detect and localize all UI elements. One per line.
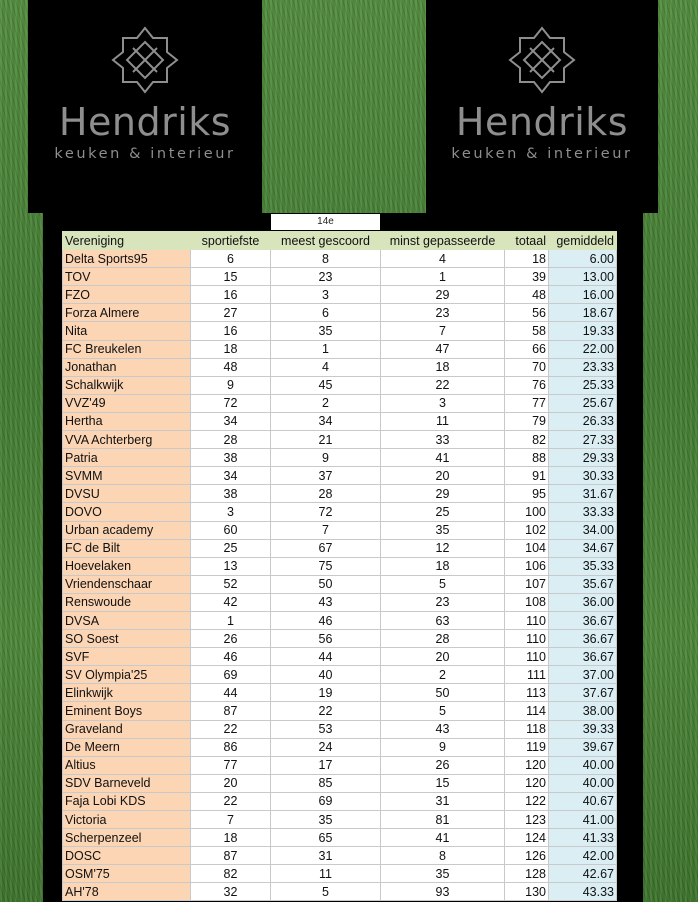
cell-vereniging: DOSC <box>63 847 191 865</box>
cell-meest-gescoord: 46 <box>271 611 381 629</box>
cell-minst-gepasseerde: 2 <box>381 666 505 684</box>
cell-totaal: 110 <box>505 648 549 666</box>
standings-table <box>62 231 617 901</box>
cell-sportiefste: 32 <box>191 883 271 901</box>
cell-sportiefste: 26 <box>191 630 271 648</box>
cell-sportiefste: 82 <box>191 865 271 883</box>
header-meest-gescoord: meest gescoord <box>271 232 381 250</box>
cell-minst-gepasseerde: 12 <box>381 539 505 557</box>
cell-gemiddeld: 39.33 <box>549 720 617 738</box>
cell-sportiefste: 22 <box>191 792 271 810</box>
cell-meest-gescoord: 37 <box>271 467 381 485</box>
cell-totaal: 123 <box>505 811 549 829</box>
cell-vereniging: SO Soest <box>63 630 191 648</box>
table-row <box>63 539 617 557</box>
cell-meest-gescoord: 56 <box>271 630 381 648</box>
cell-minst-gepasseerde: 9 <box>381 738 505 756</box>
cell-meest-gescoord: 35 <box>271 811 381 829</box>
table-row <box>63 304 617 322</box>
cell-gemiddeld: 35.33 <box>549 557 617 575</box>
cell-minst-gepasseerde: 29 <box>381 485 505 503</box>
cell-meest-gescoord: 50 <box>271 575 381 593</box>
header-totaal: totaal <box>505 232 549 250</box>
cell-vereniging: FZO <box>63 286 191 304</box>
cell-gemiddeld: 39.67 <box>549 738 617 756</box>
cell-vereniging: OSM'75 <box>63 865 191 883</box>
cell-totaal: 95 <box>505 485 549 503</box>
cell-totaal: 39 <box>505 268 549 286</box>
table-row <box>63 720 617 738</box>
cell-vereniging: VVA Achterberg <box>63 431 191 449</box>
cell-meest-gescoord: 6 <box>271 304 381 322</box>
cell-minst-gepasseerde: 81 <box>381 811 505 829</box>
cell-minst-gepasseerde: 5 <box>381 575 505 593</box>
cell-vereniging: FC de Bilt <box>63 539 191 557</box>
cell-sportiefste: 3 <box>191 503 271 521</box>
cell-meest-gescoord: 7 <box>271 521 381 539</box>
table-row <box>63 557 617 575</box>
cell-sportiefste: 7 <box>191 811 271 829</box>
cell-gemiddeld: 26.33 <box>549 412 617 430</box>
cell-vereniging: DVSU <box>63 485 191 503</box>
cell-gemiddeld: 25.67 <box>549 394 617 412</box>
cell-totaal: 107 <box>505 575 549 593</box>
cell-totaal: 77 <box>505 394 549 412</box>
cell-vereniging: Forza Almere <box>63 304 191 322</box>
cell-totaal: 91 <box>505 467 549 485</box>
cell-gemiddeld: 19.33 <box>549 322 617 340</box>
cell-vereniging: Hertha <box>63 412 191 430</box>
cell-gemiddeld: 37.00 <box>549 666 617 684</box>
cell-totaal: 120 <box>505 774 549 792</box>
cell-meest-gescoord: 35 <box>271 322 381 340</box>
table-row <box>63 611 617 629</box>
header-vereniging: Vereniging <box>63 232 191 250</box>
cell-meest-gescoord: 44 <box>271 648 381 666</box>
cell-totaal: 106 <box>505 557 549 575</box>
cell-meest-gescoord: 21 <box>271 431 381 449</box>
cell-meest-gescoord: 17 <box>271 756 381 774</box>
cell-meest-gescoord: 31 <box>271 847 381 865</box>
cell-gemiddeld: 36.00 <box>549 593 617 611</box>
table-row <box>63 684 617 702</box>
cell-minst-gepasseerde: 7 <box>381 322 505 340</box>
header-minst-gepasseerde: minst gepasseerde <box>381 232 505 250</box>
cell-totaal: 82 <box>505 431 549 449</box>
table-row <box>63 394 617 412</box>
cell-sportiefste: 22 <box>191 720 271 738</box>
cell-sportiefste: 16 <box>191 286 271 304</box>
cell-totaal: 79 <box>505 412 549 430</box>
cell-sportiefste: 34 <box>191 412 271 430</box>
hendriks-logo-icon <box>506 24 578 96</box>
cell-sportiefste: 16 <box>191 322 271 340</box>
table-row <box>63 865 617 883</box>
cell-gemiddeld: 36.67 <box>549 630 617 648</box>
cell-gemiddeld: 31.67 <box>549 485 617 503</box>
cell-vereniging: Renswoude <box>63 593 191 611</box>
cell-gemiddeld: 6.00 <box>549 250 617 268</box>
cell-totaal: 113 <box>505 684 549 702</box>
header-gemiddeld: gemiddeld <box>549 232 617 250</box>
cell-totaal: 76 <box>505 376 549 394</box>
cell-vereniging: Nita <box>63 322 191 340</box>
cell-sportiefste: 52 <box>191 575 271 593</box>
table-row <box>63 630 617 648</box>
table-row <box>63 412 617 430</box>
cell-sportiefste: 34 <box>191 467 271 485</box>
cell-minst-gepasseerde: 63 <box>381 611 505 629</box>
cell-minst-gepasseerde: 47 <box>381 340 505 358</box>
cell-sportiefste: 42 <box>191 593 271 611</box>
cell-vereniging: DOVO <box>63 503 191 521</box>
cell-minst-gepasseerde: 20 <box>381 648 505 666</box>
cell-meest-gescoord: 3 <box>271 286 381 304</box>
table-row <box>63 485 617 503</box>
table-row <box>63 467 617 485</box>
cell-vereniging: SVF <box>63 648 191 666</box>
cell-totaal: 122 <box>505 792 549 810</box>
cell-meest-gescoord: 5 <box>271 883 381 901</box>
brand-tagline: keuken & interieur <box>451 146 633 162</box>
cell-meest-gescoord: 4 <box>271 358 381 376</box>
cell-minst-gepasseerde: 11 <box>381 412 505 430</box>
cell-minst-gepasseerde: 1 <box>381 268 505 286</box>
cell-vereniging: Eminent Boys <box>63 702 191 720</box>
cell-minst-gepasseerde: 18 <box>381 557 505 575</box>
cell-minst-gepasseerde: 23 <box>381 593 505 611</box>
cell-sportiefste: 28 <box>191 431 271 449</box>
brand-name: Hendriks <box>455 100 629 144</box>
cell-sportiefste: 27 <box>191 304 271 322</box>
table-row <box>63 376 617 394</box>
cell-sportiefste: 69 <box>191 666 271 684</box>
cell-vereniging: Victoria <box>63 811 191 829</box>
cell-vereniging: Vriendenschaar <box>63 575 191 593</box>
cell-gemiddeld: 22.00 <box>549 340 617 358</box>
cell-vereniging: Graveland <box>63 720 191 738</box>
cell-vereniging: Elinkwijk <box>63 684 191 702</box>
cell-minst-gepasseerde: 22 <box>381 376 505 394</box>
cell-gemiddeld: 34.00 <box>549 521 617 539</box>
cell-sportiefste: 20 <box>191 774 271 792</box>
cell-meest-gescoord: 67 <box>271 539 381 557</box>
brand-name: Hendriks <box>58 100 232 144</box>
table-row <box>63 774 617 792</box>
cell-vereniging: AH'78 <box>63 883 191 901</box>
cell-totaal: 102 <box>505 521 549 539</box>
cell-totaal: 126 <box>505 847 549 865</box>
cell-minst-gepasseerde: 50 <box>381 684 505 702</box>
sponsor-logo-right <box>426 0 658 213</box>
cell-sportiefste: 38 <box>191 449 271 467</box>
cell-meest-gescoord: 19 <box>271 684 381 702</box>
cell-sportiefste: 72 <box>191 394 271 412</box>
cell-sportiefste: 38 <box>191 485 271 503</box>
cell-meest-gescoord: 24 <box>271 738 381 756</box>
table-row <box>63 702 617 720</box>
cell-sportiefste: 44 <box>191 684 271 702</box>
cell-totaal: 114 <box>505 702 549 720</box>
cell-gemiddeld: 41.00 <box>549 811 617 829</box>
cell-gemiddeld: 23.33 <box>549 358 617 376</box>
cell-gemiddeld: 18.67 <box>549 304 617 322</box>
cell-meest-gescoord: 23 <box>271 268 381 286</box>
cell-sportiefste: 86 <box>191 738 271 756</box>
cell-totaal: 110 <box>505 611 549 629</box>
table-header-row <box>63 232 617 250</box>
cell-meest-gescoord: 72 <box>271 503 381 521</box>
cell-sportiefste: 77 <box>191 756 271 774</box>
cell-gemiddeld: 38.00 <box>549 702 617 720</box>
cell-meest-gescoord: 1 <box>271 340 381 358</box>
cell-minst-gepasseerde: 8 <box>381 847 505 865</box>
cell-vereniging: Scherpenzeel <box>63 829 191 847</box>
cell-vereniging: Jonathan <box>63 358 191 376</box>
cell-vereniging: Altius <box>63 756 191 774</box>
cell-gemiddeld: 16.00 <box>549 286 617 304</box>
cell-minst-gepasseerde: 31 <box>381 792 505 810</box>
header-sportiefste: sportiefste <box>191 232 271 250</box>
cell-totaal: 110 <box>505 630 549 648</box>
cell-meest-gescoord: 40 <box>271 666 381 684</box>
round-label: 14e <box>271 214 380 230</box>
cell-vereniging: Delta Sports95 <box>63 250 191 268</box>
cell-totaal: 70 <box>505 358 549 376</box>
cell-vereniging: SDV Barneveld <box>63 774 191 792</box>
cell-meest-gescoord: 65 <box>271 829 381 847</box>
cell-gemiddeld: 42.00 <box>549 847 617 865</box>
cell-sportiefste: 1 <box>191 611 271 629</box>
cell-sportiefste: 87 <box>191 702 271 720</box>
cell-minst-gepasseerde: 41 <box>381 449 505 467</box>
table-row <box>63 340 617 358</box>
table-row <box>63 829 617 847</box>
cell-gemiddeld: 36.67 <box>549 648 617 666</box>
cell-gemiddeld: 40.00 <box>549 774 617 792</box>
table-row <box>63 431 617 449</box>
cell-minst-gepasseerde: 15 <box>381 774 505 792</box>
table-row <box>63 358 617 376</box>
cell-gemiddeld: 29.33 <box>549 449 617 467</box>
cell-totaal: 108 <box>505 593 549 611</box>
cell-meest-gescoord: 69 <box>271 792 381 810</box>
cell-minst-gepasseerde: 28 <box>381 630 505 648</box>
cell-totaal: 111 <box>505 666 549 684</box>
cell-totaal: 66 <box>505 340 549 358</box>
cell-vereniging: Patria <box>63 449 191 467</box>
table-row <box>63 250 617 268</box>
table-row <box>63 322 617 340</box>
table-row <box>63 648 617 666</box>
cell-meest-gescoord: 45 <box>271 376 381 394</box>
cell-vereniging: Hoevelaken <box>63 557 191 575</box>
table-body <box>63 250 617 901</box>
cell-sportiefste: 25 <box>191 539 271 557</box>
cell-gemiddeld: 40.67 <box>549 792 617 810</box>
cell-meest-gescoord: 2 <box>271 394 381 412</box>
cell-totaal: 18 <box>505 250 549 268</box>
cell-vereniging: SVMM <box>63 467 191 485</box>
cell-sportiefste: 48 <box>191 358 271 376</box>
cell-totaal: 124 <box>505 829 549 847</box>
cell-sportiefste: 6 <box>191 250 271 268</box>
cell-meest-gescoord: 85 <box>271 774 381 792</box>
cell-totaal: 130 <box>505 883 549 901</box>
cell-meest-gescoord: 11 <box>271 865 381 883</box>
cell-meest-gescoord: 9 <box>271 449 381 467</box>
cell-totaal: 118 <box>505 720 549 738</box>
cell-minst-gepasseerde: 29 <box>381 286 505 304</box>
cell-gemiddeld: 25.33 <box>549 376 617 394</box>
hendriks-logo-icon <box>109 24 181 96</box>
cell-totaal: 58 <box>505 322 549 340</box>
table-row <box>63 575 617 593</box>
cell-meest-gescoord: 34 <box>271 412 381 430</box>
cell-minst-gepasseerde: 23 <box>381 304 505 322</box>
table-row <box>63 268 617 286</box>
cell-gemiddeld: 33.33 <box>549 503 617 521</box>
cell-minst-gepasseerde: 5 <box>381 702 505 720</box>
cell-totaal: 119 <box>505 738 549 756</box>
cell-meest-gescoord: 28 <box>271 485 381 503</box>
cell-meest-gescoord: 22 <box>271 702 381 720</box>
cell-gemiddeld: 34.67 <box>549 539 617 557</box>
cell-meest-gescoord: 53 <box>271 720 381 738</box>
cell-gemiddeld: 13.00 <box>549 268 617 286</box>
cell-minst-gepasseerde: 26 <box>381 756 505 774</box>
cell-vereniging: DVSA <box>63 611 191 629</box>
cell-minst-gepasseerde: 4 <box>381 250 505 268</box>
cell-vereniging: De Meern <box>63 738 191 756</box>
cell-minst-gepasseerde: 3 <box>381 394 505 412</box>
cell-sportiefste: 60 <box>191 521 271 539</box>
cell-totaal: 56 <box>505 304 549 322</box>
cell-sportiefste: 18 <box>191 340 271 358</box>
cell-minst-gepasseerde: 25 <box>381 503 505 521</box>
cell-gemiddeld: 35.67 <box>549 575 617 593</box>
cell-sportiefste: 13 <box>191 557 271 575</box>
table-row <box>63 449 617 467</box>
cell-gemiddeld: 42.67 <box>549 865 617 883</box>
table-row <box>63 521 617 539</box>
sponsor-logo-left <box>28 0 262 213</box>
cell-minst-gepasseerde: 33 <box>381 431 505 449</box>
cell-minst-gepasseerde: 43 <box>381 720 505 738</box>
cell-minst-gepasseerde: 41 <box>381 829 505 847</box>
cell-meest-gescoord: 8 <box>271 250 381 268</box>
cell-gemiddeld: 30.33 <box>549 467 617 485</box>
table-row <box>63 756 617 774</box>
table-row <box>63 811 617 829</box>
table-row <box>63 738 617 756</box>
cell-totaal: 100 <box>505 503 549 521</box>
cell-minst-gepasseerde: 93 <box>381 883 505 901</box>
cell-meest-gescoord: 75 <box>271 557 381 575</box>
cell-gemiddeld: 37.67 <box>549 684 617 702</box>
cell-vereniging: SV Olympia'25 <box>63 666 191 684</box>
cell-minst-gepasseerde: 20 <box>381 467 505 485</box>
cell-gemiddeld: 27.33 <box>549 431 617 449</box>
cell-totaal: 128 <box>505 865 549 883</box>
brand-tagline: keuken & interieur <box>54 146 236 162</box>
cell-gemiddeld: 41.33 <box>549 829 617 847</box>
cell-sportiefste: 18 <box>191 829 271 847</box>
cell-gemiddeld: 40.00 <box>549 756 617 774</box>
cell-sportiefste: 46 <box>191 648 271 666</box>
cell-sportiefste: 87 <box>191 847 271 865</box>
cell-vereniging: Urban academy <box>63 521 191 539</box>
cell-sportiefste: 9 <box>191 376 271 394</box>
cell-vereniging: TOV <box>63 268 191 286</box>
cell-totaal: 120 <box>505 756 549 774</box>
cell-meest-gescoord: 43 <box>271 593 381 611</box>
table-row <box>63 593 617 611</box>
cell-sportiefste: 15 <box>191 268 271 286</box>
cell-totaal: 88 <box>505 449 549 467</box>
cell-vereniging: Faja Lobi KDS <box>63 792 191 810</box>
table-row <box>63 847 617 865</box>
cell-vereniging: Schalkwijk <box>63 376 191 394</box>
cell-vereniging: FC Breukelen <box>63 340 191 358</box>
table-row <box>63 503 617 521</box>
cell-vereniging: VVZ'49 <box>63 394 191 412</box>
table-row <box>63 286 617 304</box>
cell-minst-gepasseerde: 35 <box>381 521 505 539</box>
cell-totaal: 48 <box>505 286 549 304</box>
cell-minst-gepasseerde: 35 <box>381 865 505 883</box>
cell-gemiddeld: 43.33 <box>549 883 617 901</box>
cell-totaal: 104 <box>505 539 549 557</box>
table-row <box>63 666 617 684</box>
table-row <box>63 792 617 810</box>
table-row <box>63 883 617 901</box>
cell-gemiddeld: 36.67 <box>549 611 617 629</box>
cell-minst-gepasseerde: 18 <box>381 358 505 376</box>
